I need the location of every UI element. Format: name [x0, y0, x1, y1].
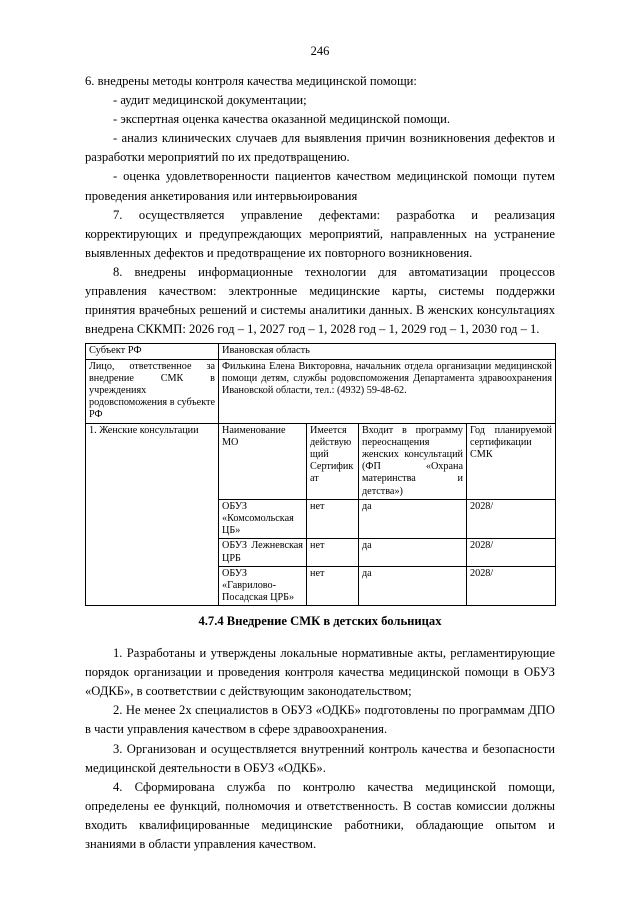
paragraph-item-8: 8. внедрены информационные технологии для автоматизации процессов управления качеством: электронные медицинские карты, системы поддержки принятия врачебных решений и системы аналитики данных. В женских консультациях внедрена СККМП: 2026 год – 1, 2027 год – 1, 2028 год – 1, 2029 год – 1, 2030 год – 1. — [85, 264, 555, 337]
cell-mo-certificate: нет — [307, 566, 359, 606]
cell-mo-program: да — [359, 539, 467, 566]
page-number: 246 — [310, 44, 330, 58]
paragraph-case-analysis: - анализ клинических случаев для выявления причин возникновения дефектов и разработки мероприятий по их предотвращению. — [85, 131, 555, 165]
table-row — [86, 359, 556, 423]
cell-mo-certificate: нет — [307, 499, 359, 539]
table-row — [86, 423, 556, 499]
cell-subject-value: Ивановская область — [219, 344, 556, 359]
cell-section-label: 1. Женские консультации — [86, 423, 219, 606]
cell-header-year: Год планируемой сертификации СМК — [467, 423, 556, 499]
page-content — [85, 72, 555, 854]
paragraph-expert-review: - экспертная оценка качества оказанной медицинской помощи. — [113, 112, 450, 127]
cell-responsible-value: Филькина Елена Викторовна, начальник отдела организации медицинской помощи детям, службы родовспоможения Департамента здравоохранения Ивановской области, тел.: (4932) 59-48-62. — [219, 359, 556, 423]
cell-mo-certificate: нет — [307, 539, 359, 566]
cell-mo-name: ОБУЗ «Комсомольская ЦБ» — [219, 499, 307, 539]
cell-responsible-label: Лицо, ответственное за внедрение СМК в учреждениях родовспоможения в субъекте РФ — [86, 359, 219, 423]
cell-mo-name: ОБУЗ «Гаврилово-Посадская ЦРБ» — [219, 566, 307, 606]
cell-mo-year: 2028/ — [467, 566, 556, 606]
cell-mo-name: ОБУЗ Лежневская ЦРБ — [219, 539, 307, 566]
cell-mo-year: 2028/ — [467, 539, 556, 566]
section-paragraph-3: 3. Организован и осуществляется внутренний контроль качества и безопасности медицинской деятельности в ОБУЗ «ОДКБ». — [85, 741, 555, 775]
cell-header-certificate: Имеется действующий Сертификат — [307, 423, 359, 499]
table-row — [86, 344, 556, 359]
section-paragraph-4: 4. Сформирована служба по контролю качества медицинской помощи, определены ее функций, полномочия и ответственность. В состав комиссии должны входить квалифицированные медицинские работники, обладающие опытом и знаниями в области управления качеством. — [85, 779, 555, 851]
paragraph-audit: - аудит медицинской документации; — [113, 93, 307, 108]
smk-table — [85, 343, 556, 606]
paragraph-item-6: 6. внедрены методы контроля качества медицинской помощи: — [85, 74, 417, 88]
section-paragraph-1: 1. Разработаны и утверждены локальные нормативные акты, регламентирующие порядок организации и проведения контроля качества медицинской помощи в ОБУЗ «ОДКБ», в соответствии с действующим законодательством; — [85, 646, 555, 699]
section-4-7-4 — [85, 612, 555, 854]
cell-mo-program: да — [359, 499, 467, 539]
cell-header-mo: Наименование МО — [219, 423, 307, 499]
paragraph-satisfaction: - оценка удовлетворенности пациентов качеством медицинской помощи путем проведения анкетирования или интервьюирования — [85, 169, 555, 203]
cell-mo-year: 2028/ — [467, 499, 556, 539]
paragraph-item-7: 7. осуществляется управление дефектами: разработка и реализация корректирующих и предупреждающих мероприятий, направленных на устранение выявленных дефектов и предотвращение их повторного возникновения. — [85, 207, 555, 260]
section-paragraph-2: 2. Не менее 2х специалистов в ОБУЗ «ОДКБ» подготовлены по программам ДПО в части управления качеством в сфере здравоохранения. — [85, 703, 555, 737]
cell-header-program: Входит в программу переоснащения женских консультаций (ФП «Охрана материнства и детства») — [359, 423, 467, 499]
section-heading: 4.7.4 Внедрение СМК в детских больницах — [198, 614, 442, 629]
cell-mo-program: да — [359, 566, 467, 606]
cell-subject-label: Субъект РФ — [86, 344, 219, 359]
